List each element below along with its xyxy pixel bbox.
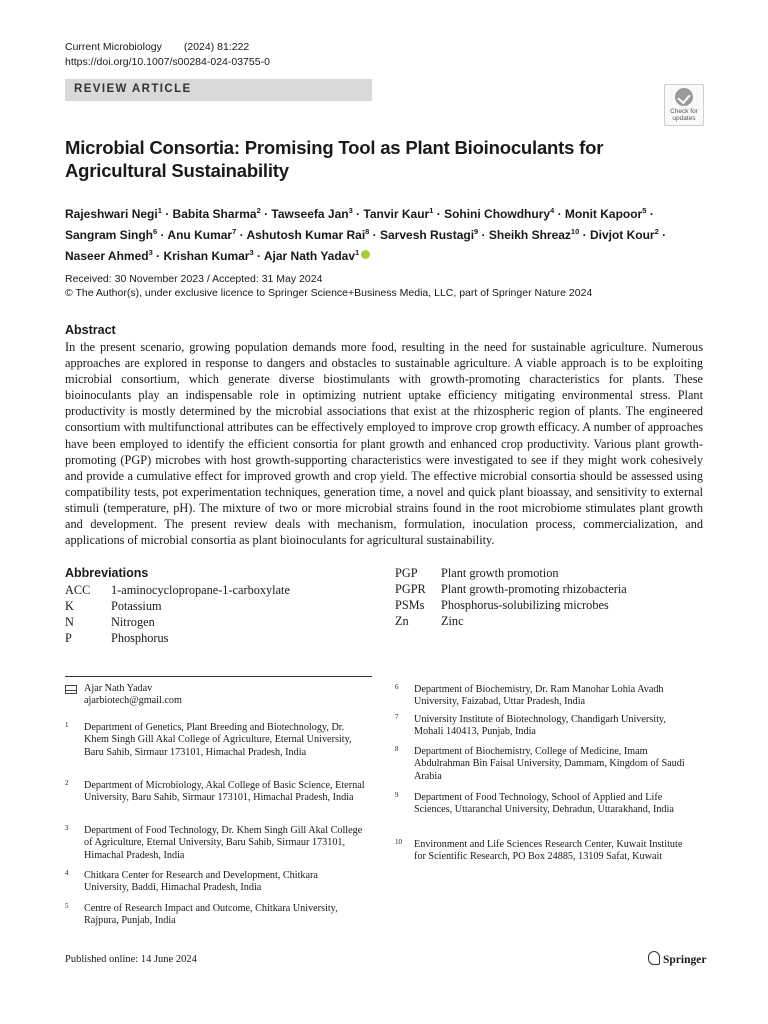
author-affiliation-marker: 2: [256, 206, 261, 215]
journal-volume: (2024) 81:222: [183, 41, 250, 53]
journal-citation: [65, 41, 249, 53]
author-list: [65, 202, 685, 265]
corresponding-author: [84, 683, 182, 708]
author-affiliation-marker: 3: [148, 248, 153, 257]
article-title: Microbial Consortia: Promising Tool as Plant Bioinoculants for Agricultural Sustainability: [65, 137, 604, 181]
author-name: Rajeshwari Negi: [65, 207, 158, 221]
affiliation-text: Department of Genetics, Plant Breeding and Biotechnology, Dr. Khem Singh Gill Akal College of Agriculture, Eternal University, Baru Sahib, Sirmaur 173101, Himachal Pradesh, India: [84, 722, 352, 758]
article-type-label: REVIEW ARTICLE: [74, 83, 192, 95]
author-affiliation-marker: 6: [153, 227, 158, 236]
affiliation-text: Department of Food Technology, Dr. Khem Singh Gill Akal College of Agriculture, Eternal University, Baru Sahib, Sirmaur 173101, Himachal Pradesh, India: [84, 825, 363, 861]
author-name: Sarvesh Rustagi: [380, 228, 475, 242]
abbreviation-term: N: [65, 615, 74, 629]
abbreviation-definition: Zinc: [441, 614, 464, 628]
abbreviations-heading: Abbreviations: [65, 566, 149, 580]
author-affiliation-marker: 9: [474, 227, 479, 236]
published-online-date: Published online: 14 June 2024: [65, 954, 197, 965]
check-updates-icon: [675, 88, 693, 106]
author-name: Krishan Kumar: [163, 249, 250, 263]
abbreviation-definition: Phosphorus: [111, 631, 169, 645]
author-affiliation-marker: 3: [348, 206, 353, 215]
affiliation-text: Chitkara Center for Research and Development, Chitkara University, Baddi, Himachal Pradesh, India: [84, 870, 318, 894]
author-affiliation-marker: 10: [570, 227, 580, 236]
affiliation-number: 1: [65, 721, 69, 729]
author-name: Monit Kapoor: [564, 207, 643, 221]
author-affiliation-marker: 7: [232, 227, 237, 236]
affiliation-text: Environment and Life Sciences Research Center, Kuwait Institute for Scientific Research, PO Box 24885, 13109 Safat, Kuwait: [414, 839, 683, 863]
article-type-banner: [65, 79, 372, 101]
author-affiliation-marker: 1: [157, 206, 162, 215]
copyright-notice: © The Author(s), under exclusive licence to Springer Science+Business Media, LLC, part of Springer Nature 2024: [65, 287, 593, 299]
corresponding-author-name: Ajar Nath Yadav: [84, 683, 153, 694]
abbreviation-definition: Nitrogen: [111, 615, 155, 629]
orcid-icon[interactable]: [361, 250, 370, 259]
affiliation-text: Department of Food Technology, School of Applied and Life Sciences, Uttaranchal University, Dehradun, Uttarakhand, India: [414, 792, 674, 816]
affiliation-number: 8: [395, 745, 399, 753]
author-name: Ajar Nath Yadav: [263, 249, 356, 263]
author-name: Tanvir Kaur: [363, 207, 430, 221]
abbreviation-definition: Plant growth-promoting rhizobacteria: [441, 582, 627, 596]
author-name: Tawseefa Jan: [271, 207, 349, 221]
author-name: Naseer Ahmed: [65, 249, 149, 263]
affiliation-number: 6: [395, 683, 399, 691]
author-name: Ashutosh Kumar Rai: [246, 228, 366, 242]
received-accepted-dates: Received: 30 November 2023 / Accepted: 31 May 2024: [65, 273, 323, 285]
publisher-name: Springer: [663, 954, 707, 966]
abbreviations-right-column: [395, 566, 705, 636]
author-affiliation-marker: 8: [365, 227, 370, 236]
author-affiliation-marker: 1: [355, 248, 360, 257]
abbreviation-term: Zn: [395, 614, 409, 628]
abbreviation-definition: Plant growth promotion: [441, 566, 559, 580]
footnote-divider: [65, 676, 372, 677]
author-name: Sohini Chowdhury: [444, 207, 551, 221]
abbreviation-term: PSMs: [395, 598, 425, 612]
abbreviation-definition: Phosphorus-solubilizing microbes: [441, 598, 609, 612]
affiliation-number: 4: [65, 869, 69, 877]
abbreviations-left-column: [65, 583, 375, 653]
abbreviation-term: K: [65, 599, 74, 613]
doi-link[interactable]: https://doi.org/10.1007/s00284-024-03755-0: [65, 56, 270, 68]
journal-name: Current Microbiology: [65, 41, 162, 53]
abbreviation-term: ACC: [65, 583, 91, 597]
author-name: Anu Kumar: [167, 228, 233, 242]
author-name: Sangram Singh: [65, 228, 154, 242]
abstract-body: In the present scenario, growing population demands more food, resulting in the need for sustainable agriculture. Numerous approaches are explored in response to dangers and obstacles to sustainable agriculture. A viable approach is to be exploiting microbial consortium, which generate diverse biostimulants with growth-promoting characteristics for plants. These bioinoculants play an indispensable role in optimizing nutrient uptake efficiency mitigating environmental stress. Plant productivity is mostly determined by the microbial associations that exist at the rhizospheric region of plants. The engineered consortium with multifunctional attributes can be effectively employed to improve crop growth efficacy. A number of approaches have been employed to identify the efficient consortia for plant growth and enhanced crop productivity. Various plant growth-promoting (PGP) microbes with host growth-supporting characteristics were investigated to see if they might work cohesively and provide a cumulative effect for improved growth and crop yield. The effective microbial consortia should be assessed using compatibility tests, pot experimentation techniques, generation time, a novel and quick plant bioassay, and sensitivity to external stimuli (temperature, pH). The mixture of two or more microbial strains found in the root microbiome stimulates plant growth and development. The present review deals with mechanism, formulation, inoculation process, commercialization, and applications of microbial consortia as plant bioinoculants for agricultural sustainability.: [65, 340, 703, 548]
author-affiliation-marker: 2: [654, 227, 659, 236]
affiliation-text: Department of Biochemistry, College of Medicine, Imam Abdulrahman Bin Faisal University, Dammam, Kingdom of Saudi Arabia: [414, 746, 685, 782]
author-line-3: Naseer Ahmed$^3$ · Krishan Kumar$^3$ · Ajar Nath Yadav$^1$: [65, 244, 685, 265]
springer-horse-icon: [648, 951, 660, 965]
affiliation-number: 5: [65, 902, 69, 910]
affiliation-number: 2: [65, 779, 69, 787]
corresponding-author-email[interactable]: ajarbiotech@gmail.com: [84, 695, 182, 707]
envelope-icon: [65, 685, 77, 694]
affiliation-text: University Institute of Biotechnology, Chandigarh University, Mohali 140413, Punjab, India: [414, 714, 666, 738]
author-name: Babita Sharma: [172, 207, 257, 221]
author-affiliation-marker: 5: [642, 206, 647, 215]
author-line-1: Rajeshwari Negi$^1$ · Babita Sharma$^2$ · Tawseefa Jan$^3$ · Tanvir Kaur$^1$ · Sohini Chowdhury$^4$ · Monit Kapoor$^5$ ·: [65, 206, 654, 221]
abbreviation-definition: 1-aminocyclopropane-1-carboxylate: [111, 583, 290, 597]
affiliation-number: 3: [65, 824, 69, 832]
affiliation-number: 9: [395, 791, 399, 799]
author-name: Sheikh Shreaz: [488, 228, 571, 242]
abbreviation-term: PGP: [395, 566, 418, 580]
author-affiliation-marker: 1: [429, 206, 434, 215]
affiliation-number: 7: [395, 713, 399, 721]
abstract-heading: Abstract: [65, 323, 116, 337]
affiliation-text: Department of Microbiology, Akal College of Basic Science, Eternal University, Baru Sahib, Sirmaur 173101, Himachal Pradesh, India: [84, 780, 365, 804]
abbreviation-term: PGPR: [395, 582, 426, 596]
abbreviation-term: P: [65, 631, 72, 645]
abbreviation-definition: Potassium: [111, 599, 162, 613]
author-affiliation-marker: 4: [550, 206, 555, 215]
author-affiliation-marker: 3: [249, 248, 254, 257]
publisher-logo: [648, 951, 706, 966]
author-line-2: Sangram Singh$^6$ · Anu Kumar$^7$ · Ashutosh Kumar Rai$^8$ · Sarvesh Rustagi$^9$ · Sheikh Shreaz$^{10}$ · Divjot Kour$^2$ ·: [65, 227, 667, 242]
affiliation-text: Department of Biochemistry, Dr. Ram Manohar Lohia Avadh University, Faizabad, Uttar Pradesh, India: [414, 684, 664, 708]
check-updates-label: Check for updates: [670, 108, 698, 122]
affiliation-text: Centre of Research Impact and Outcome, Chitkara University, Rajpura, Punjab, India: [84, 903, 338, 927]
author-name: Divjot Kour: [589, 228, 655, 242]
affiliation-number: 10: [395, 838, 402, 846]
check-for-updates-badge[interactable]: [664, 84, 704, 126]
